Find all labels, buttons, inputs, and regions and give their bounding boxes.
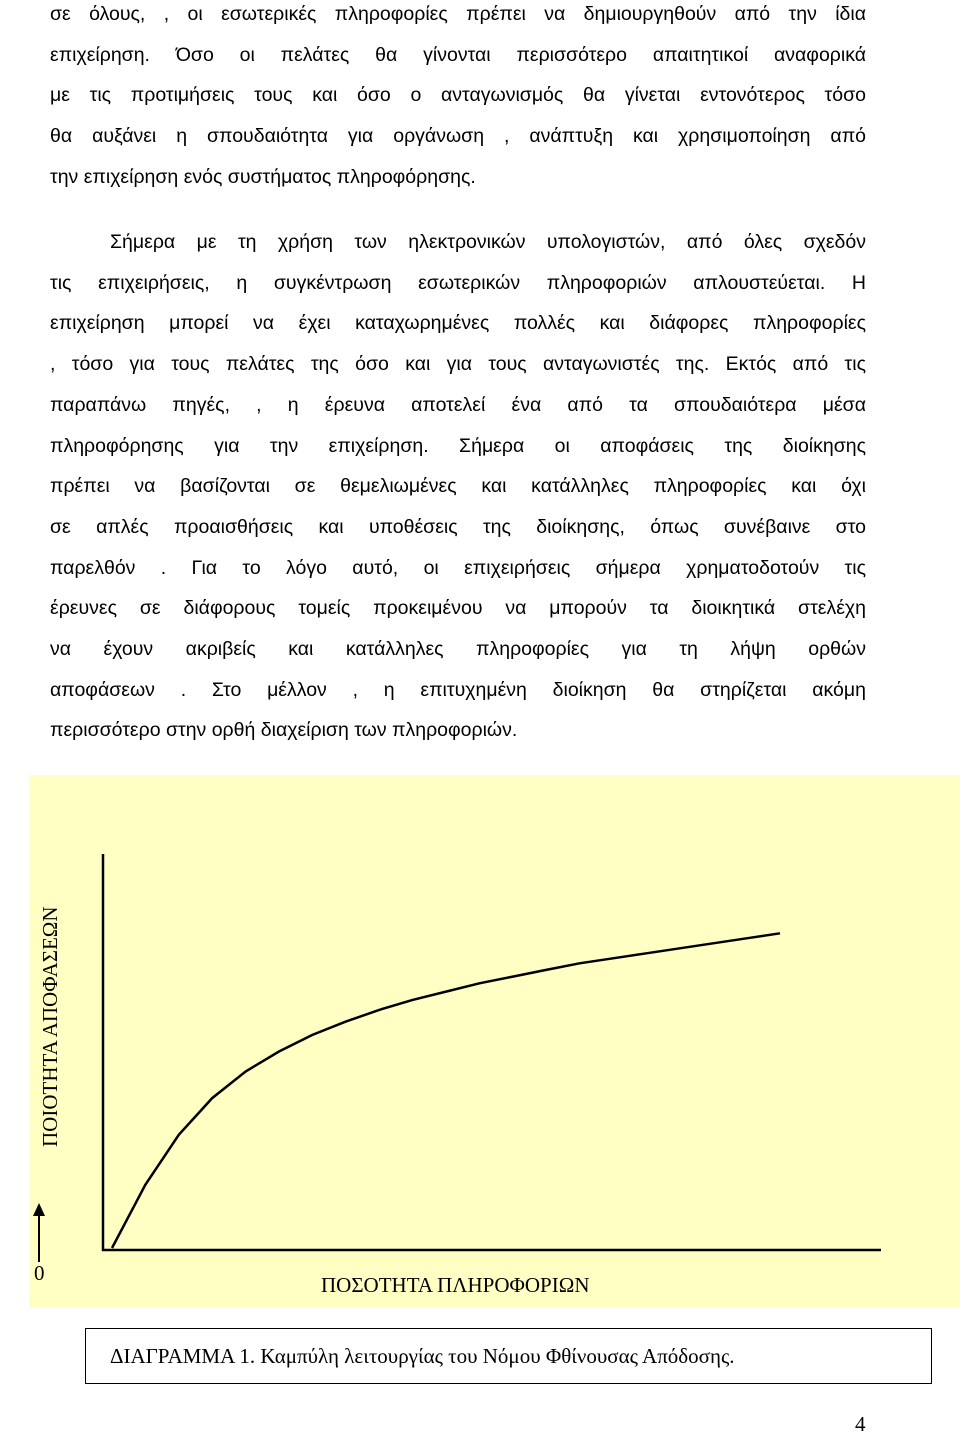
text-line: περισσότερο στην ορθή διαχείριση των πληροφοριών. xyxy=(50,719,518,742)
figure-caption: ΔΙΑΓΡΑΜΜΑ 1. Καμπύλη λειτουργίας του Νόμου Φθίνουσας Απόδοσης. xyxy=(110,1344,735,1368)
text-line: να έχουν ακριβείς και κατάλληλες πληροφορίες για τη λήψη ορθών xyxy=(50,638,866,661)
text-line: θα αυξάνει η σπουδαιότητα για οργάνωση , ανάπτυξη και χρησιμοποίηση από xyxy=(50,125,866,148)
text-line: την επιχείρηση ενός συστήματος πληροφόρησης. xyxy=(50,165,476,188)
page-number: 4 xyxy=(855,1412,866,1436)
text-line: παρελθόν . Για το λόγο αυτό, οι επιχειρήσεις σήμερα χρηματοδοτούν τις xyxy=(50,556,866,579)
series-line xyxy=(112,933,780,1248)
text-line: πληροφόρησης για την επιχείρηση. Σήμερα οι αποφάσεις της διοίκησης xyxy=(50,434,866,457)
origin-label: 0 xyxy=(34,1261,45,1285)
text-line: έρευνες σε διάφορους τομείς προκειμένου να μπορούν τα διοικητικά στελέχη xyxy=(50,597,866,620)
text-line: αποφάσεων . Στο μέλλον , η επιτυχημένη διοίκηση θα στηρίζεται ακόμη xyxy=(50,678,866,701)
text-line: , τόσο για τους πελάτες της όσο και για τους ανταγωνιστές της. Εκτός από τις xyxy=(50,353,866,376)
text-line: σε όλους, , οι εσωτερικές πληροφορίες πρέπει να δημιουργηθούν από την ίδια xyxy=(50,3,866,25)
text-line xyxy=(50,222,866,263)
text-line: σε απλές προαισθήσεις και υποθέσεις της διοίκησης, όπως συνέβαινε στο xyxy=(50,515,866,538)
text-line-content: Σήμερα με τη χρήση των ηλεκτρονικών υπολογιστών, από όλες σχεδόν xyxy=(110,231,866,253)
chart-svg xyxy=(29,775,960,1307)
figure-caption-box xyxy=(85,1328,932,1384)
text-line: επιχείρηση. Όσο οι πελάτες θα γίνονται περισσότερο απαιτητικοί αναφορικά xyxy=(50,43,866,66)
paragraph-2 xyxy=(50,222,866,751)
text-line: επιχείρηση μπορεί να έχει καταχωρημένες πολλές και διάφορες πληροφορίες xyxy=(50,312,866,335)
text-line: με τις προτιμήσεις τους και όσο ο ανταγωνισμός θα γίνεται εντονότερος τόσο xyxy=(50,84,866,107)
text-line: πρέπει να βασίζονται σε θεμελιωμένες και κατάλληλες πληροφορίες και όχι xyxy=(50,475,866,498)
x-axis-label: ΠΟΣΟΤΗΤΑ ΠΛΗΡΟΦΟΡΙΩΝ xyxy=(321,1273,590,1297)
text-line: παραπάνω πηγές, , η έρευνα αποτελεί ένα από τα σπουδαιότερα μέσα xyxy=(50,393,866,416)
chart-area xyxy=(29,775,960,1307)
paragraph-1 xyxy=(50,0,866,198)
text-line: τις επιχειρήσεις, η συγκέντρωση εσωτερικών πληροφοριών απλουστεύεται. Η xyxy=(50,271,866,294)
y-axis-arrow-head xyxy=(33,1203,45,1216)
y-axis-label: ΠΟΙΟΤΗΤΑ ΑΠΟΦΑΣΕΩΝ xyxy=(38,906,62,1147)
